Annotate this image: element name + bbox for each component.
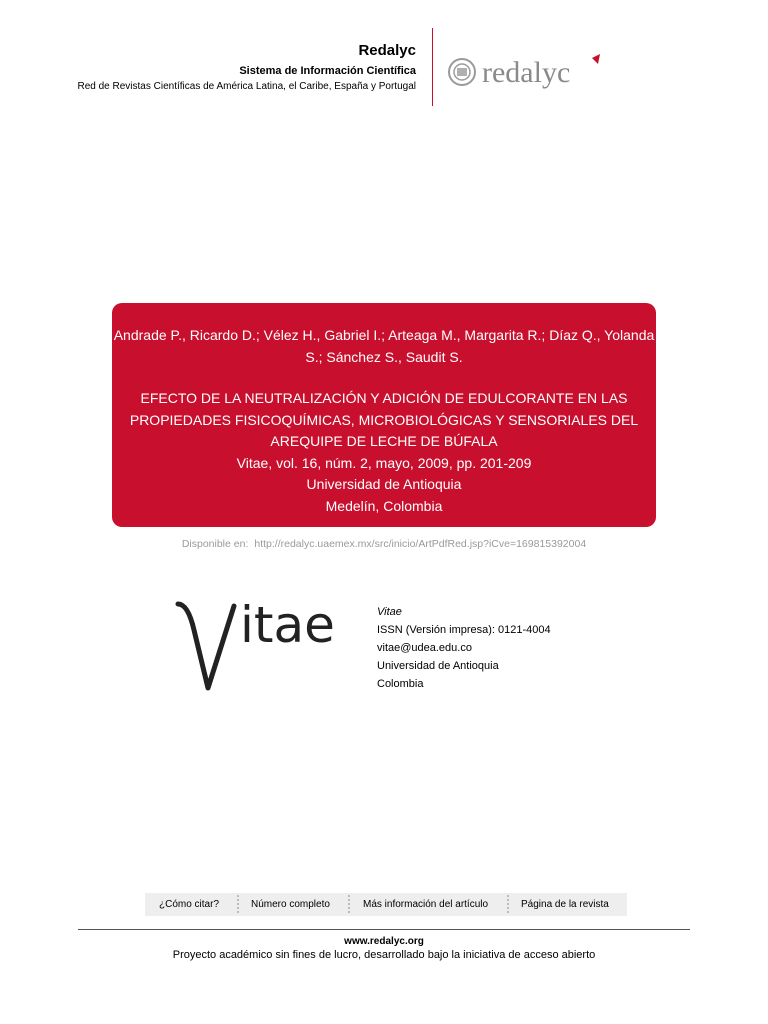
- journal-info: [377, 603, 551, 693]
- article-location: Medelín, Colombia: [325, 498, 443, 514]
- header-subtitle: Sistema de Información Científica: [239, 65, 416, 77]
- full-issue-link[interactable]: Número completo: [251, 899, 330, 910]
- article-institution: Universidad de Antioquia: [306, 476, 462, 492]
- article-info-link[interactable]: Más información del artículo: [363, 899, 489, 910]
- how-to-cite-link[interactable]: ¿Cómo citar?: [159, 899, 220, 910]
- nav-separator: [348, 895, 350, 913]
- vitae-logo-text: itae: [240, 596, 335, 654]
- article-title-line-3: AREQUIPE DE LECHE DE BÚFALA: [270, 433, 498, 449]
- nav-separator: [237, 895, 239, 913]
- availability: [0, 538, 768, 550]
- bottom-nav: [145, 893, 627, 916]
- nav-separator: [507, 895, 509, 913]
- header-divider: [432, 28, 433, 106]
- availability-label: Disponible en:: [181, 538, 249, 550]
- authors-line-2: S.; Sánchez S., Saudit S.: [305, 349, 463, 365]
- vitae-logo-icon: [172, 590, 362, 700]
- logo-wordmark: redalyc: [482, 56, 571, 89]
- header-network: Red de Revistas Científicas de América Latina, el Caribe, España y Portugal: [77, 81, 416, 92]
- kite-icon: [592, 54, 600, 64]
- journal-issn: ISSN (Versión impresa): 0121-4004: [377, 624, 551, 636]
- footer-divider: [78, 929, 690, 930]
- article-banner: [112, 303, 656, 527]
- footer-url[interactable]: www.redalyc.org: [344, 936, 424, 947]
- redalyc-logo-icon: [446, 52, 606, 92]
- header-title: Redalyc: [358, 42, 416, 59]
- availability-link[interactable]: http://redalyc.uaemex.mx/src/inicio/ArtPdfRed.jsp?iCve=169815392004: [254, 538, 587, 550]
- authors-line-1: Andrade P., Ricardo D.; Vélez H., Gabriel I.; Arteaga M., Margarita R.; Díaz Q., Yolanda: [113, 327, 655, 343]
- seal-icon: [449, 59, 475, 85]
- footer-text: Proyecto académico sin fines de lucro, desarrollado bajo la iniciativa de acceso abierto: [172, 949, 596, 961]
- article-title-line-2: PROPIEDADES FISICOQUÍMICAS, MICROBIOLÓGICAS Y SENSORIALES DEL: [129, 412, 639, 428]
- article-citation: Vitae, vol. 16, núm. 2, mayo, 2009, pp. 201-209: [236, 455, 532, 471]
- redalyc-logo: [446, 52, 606, 92]
- journal-page-link[interactable]: Página de la revista: [521, 899, 609, 910]
- journal-name: Vitae: [377, 606, 402, 618]
- vitae-logo: [172, 590, 362, 700]
- article-title-line-1: EFECTO DE LA NEUTRALIZACIÓN Y ADICIÓN DE EDULCORANTE EN LAS: [140, 390, 628, 406]
- journal-country: Colombia: [377, 678, 424, 690]
- journal-email[interactable]: vitae@udea.edu.co: [377, 642, 472, 654]
- journal-institution: Universidad de Antioquia: [377, 660, 499, 672]
